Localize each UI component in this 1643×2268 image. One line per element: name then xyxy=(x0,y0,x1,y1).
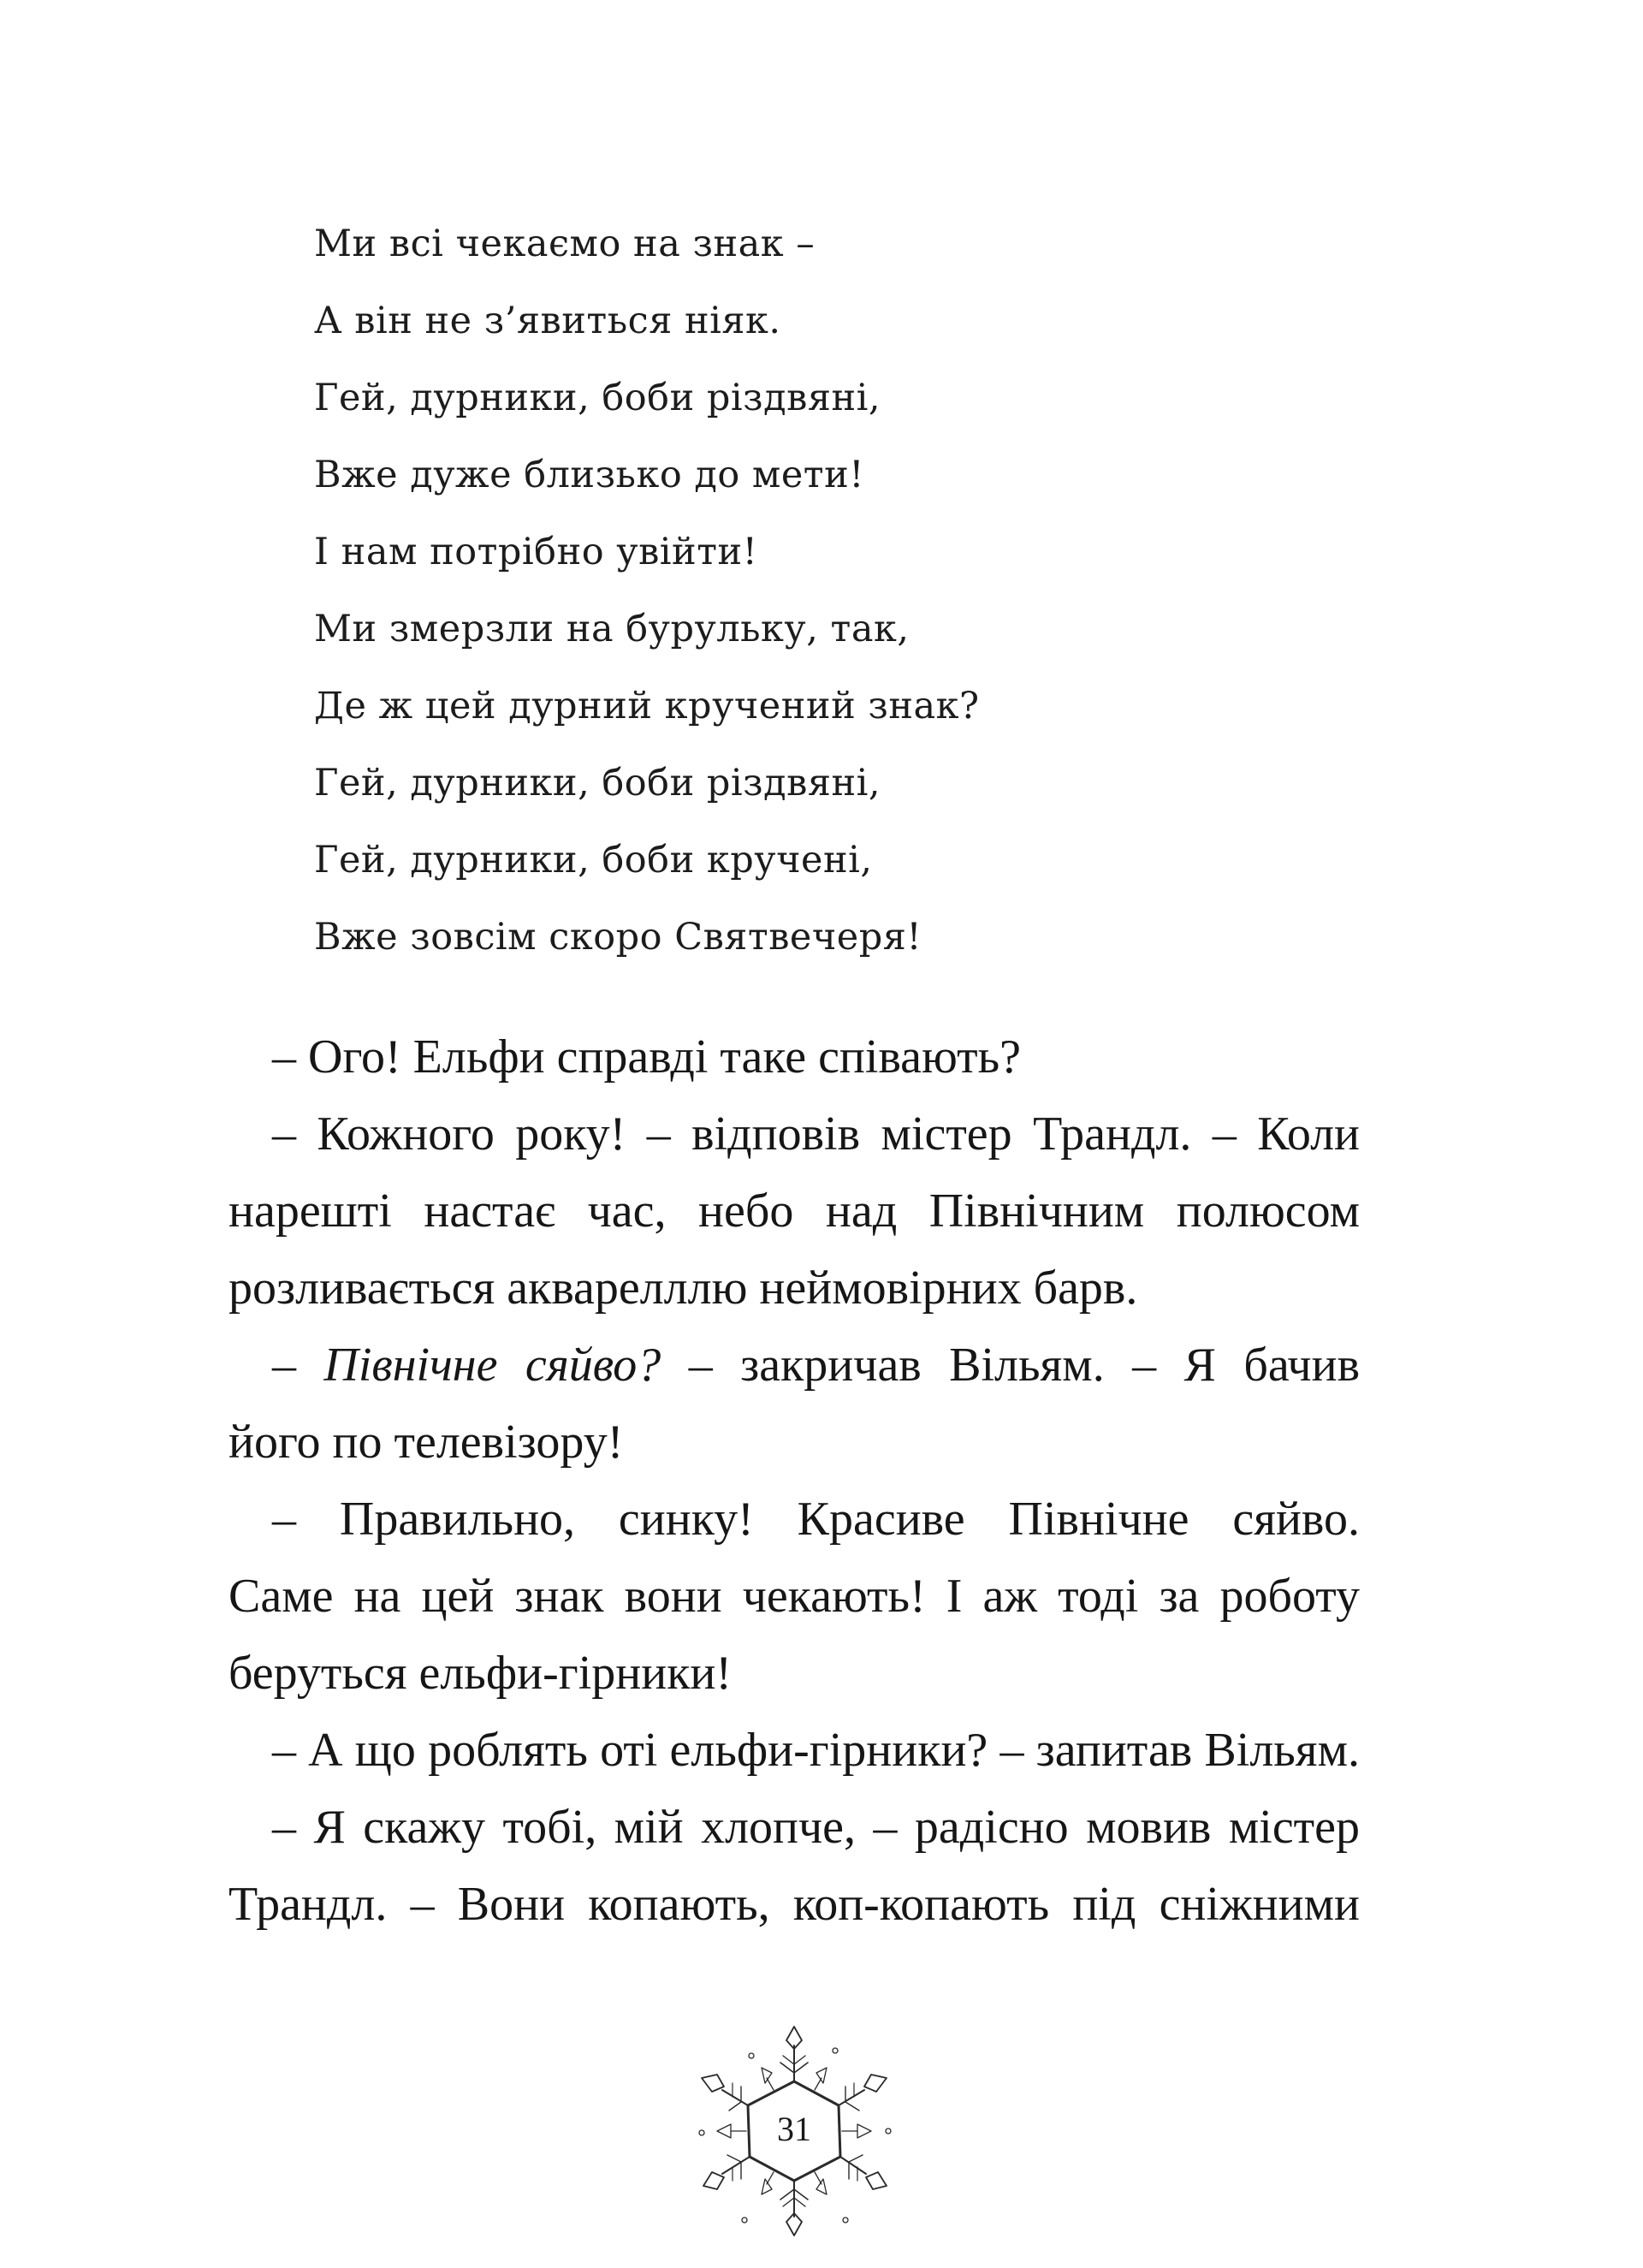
dialogue-line: – Я скажу тобі, мій хлопче, – радісно мовив містер xyxy=(272,1801,1360,1854)
prose-line: Саме на цей знак вони чекають! І аж тоді за роботу xyxy=(228,1570,1360,1623)
dash: – xyxy=(272,1339,324,1392)
prose-body xyxy=(228,1018,1360,1943)
page-number-ornament xyxy=(691,2022,897,2241)
dialogue-line: – Правильно, синку! Красиве Північне сяйво. xyxy=(272,1493,1360,1546)
dialogue-rest: – закричав Вільям. – Я бачив xyxy=(661,1339,1361,1392)
prose-line: його по телевізору! xyxy=(228,1416,624,1469)
dialogue-line: – Кожного року! – відповів містер Трандл. – Коли xyxy=(272,1107,1360,1161)
prose-line: розливається акварелллю неймовірних барв. xyxy=(228,1262,1138,1315)
poem-line: Ми змерзли на бурульку, так, xyxy=(314,608,910,650)
page-number: 31 xyxy=(777,2110,811,2148)
poem-stanza xyxy=(314,205,1341,976)
prose-line: нарешті настає час, небо над Північним полюсом xyxy=(228,1184,1360,1238)
prose-line: беруться ельфи-гірники! xyxy=(228,1647,733,1700)
dialogue-line: – А що роблять оті ельфи-гірники? – запитав Вільям. xyxy=(272,1724,1360,1777)
poem-line: Вже дуже близько до мети! xyxy=(314,454,865,496)
prose-line: Трандл. – Вони копають, коп-копають під сніжними xyxy=(228,1878,1360,1931)
poem-line: А він не з’явиться ніяк. xyxy=(314,300,781,342)
poem-line: Гей, дурники, боби різдвяні, xyxy=(314,762,881,804)
dialogue-line xyxy=(228,1327,1360,1404)
poem-line: І нам потрібно увійти! xyxy=(314,531,758,573)
poem-line: Ми всі чекаємо на знак – xyxy=(314,223,816,265)
poem-line: Гей, дурники, боби кручені, xyxy=(314,839,873,882)
italic-emphasis: Північне сяйво? xyxy=(323,1339,661,1392)
dialogue-line: – Ого! Ельфи справді таке співають? xyxy=(272,1030,1021,1084)
poem-line: Де ж цей дурний кручений знак? xyxy=(314,685,980,727)
poem-line: Вже зовсім скоро Святвечеря! xyxy=(314,916,922,959)
poem-line: Гей, дурники, боби різдвяні, xyxy=(314,377,881,419)
